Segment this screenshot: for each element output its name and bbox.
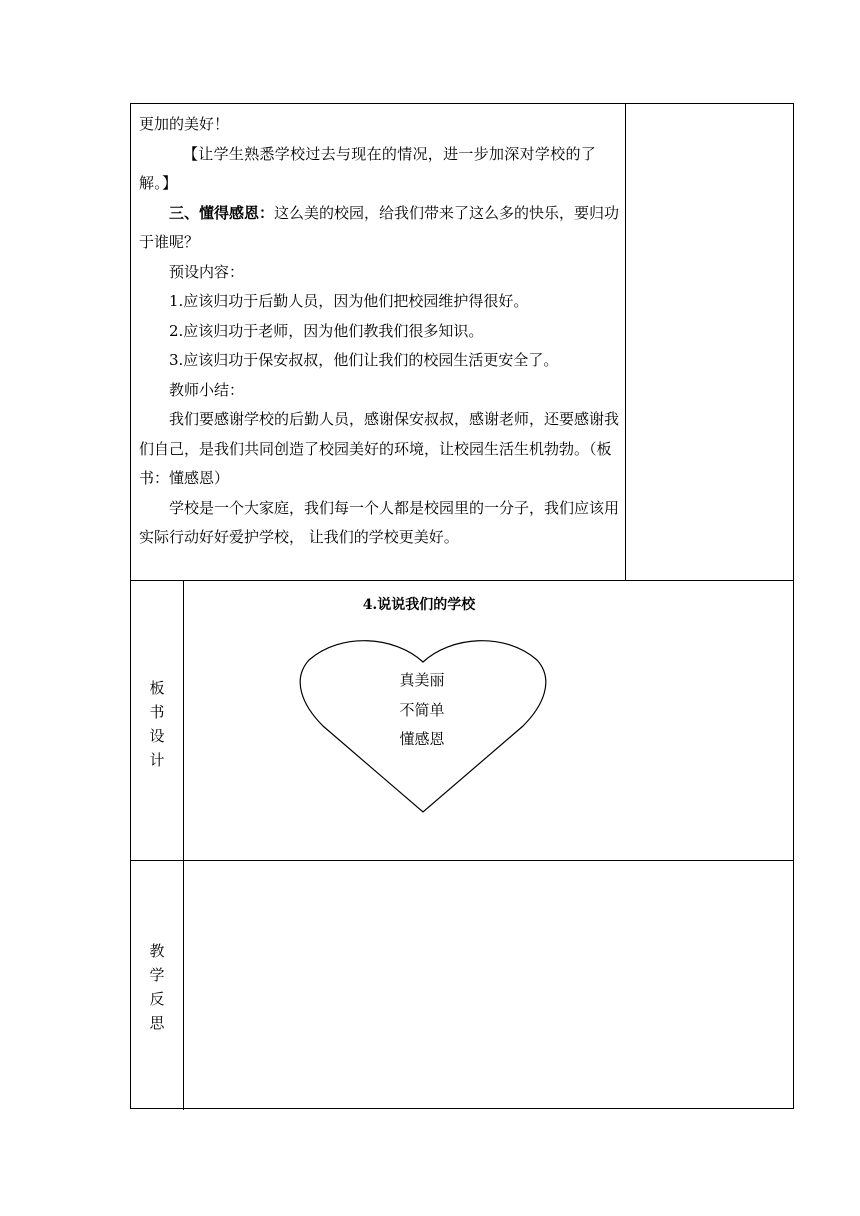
- label-char: 思: [149, 1014, 165, 1032]
- heart-line: 真美丽: [399, 671, 445, 689]
- content-paragraph: 3.应该归功于保安叔叔，他们让我们的校园生活更安全了。: [169, 351, 559, 369]
- label-char: 反: [149, 990, 165, 1008]
- lesson-plan-table: [130, 103, 794, 1109]
- label-char: 教: [149, 942, 165, 960]
- content-paragraph: 1.应该归功于后勤人员，因为他们把校园维护得很好。: [169, 292, 529, 310]
- board-title: 4.说说我们的学校: [362, 597, 476, 613]
- content-paragraph: [139, 199, 623, 258]
- row-divider-2: [131, 860, 793, 861]
- row-divider-1: [131, 580, 793, 581]
- label-char: 设: [149, 727, 165, 745]
- content-paragraph: 教师小结：: [169, 380, 245, 399]
- lesson-content-cell: [139, 110, 623, 553]
- content-paragraph: 我们要感谢学校的后勤人员，感谢保安叔叔，感谢老师，还要感谢我们自己，是我们共同创造了校园美好的环境，让校园生活生机勃勃。（板书：懂感恩）: [139, 410, 620, 487]
- label-char: 书: [149, 703, 165, 721]
- label-char: 板: [149, 679, 165, 697]
- section-text: 这么美的校园，给我们带来了这么多的快乐，要归功于谁呢？: [139, 203, 620, 251]
- content-paragraph: 预设内容：: [169, 262, 245, 281]
- reflection-label: [131, 939, 183, 1035]
- heart-line: 懂感恩: [399, 730, 445, 748]
- label-column-divider: [183, 580, 184, 1110]
- label-char: 学: [149, 966, 165, 984]
- section-heading: 三、懂得感恩：: [169, 203, 275, 222]
- content-paragraph: 【让学生熟悉学校过去与现在的情况，进一步加深对学校的了解。】: [139, 144, 597, 192]
- content-paragraph: 学校是一个大家庭，我们每一个人都是校园里的一分子，我们应该用实际行动好好爱护学校， 让我们的学校更美好。: [139, 498, 620, 546]
- heart-line: 不简单: [399, 700, 445, 719]
- label-char: 计: [149, 751, 165, 769]
- heart-text: [367, 666, 477, 755]
- notes-column-divider: [625, 104, 626, 580]
- content-paragraph: 2.应该归功于老师，因为他们教我们很多知识。: [169, 321, 484, 340]
- content-paragraph: 更加的美好！: [139, 115, 230, 133]
- board-design-label: [131, 676, 183, 772]
